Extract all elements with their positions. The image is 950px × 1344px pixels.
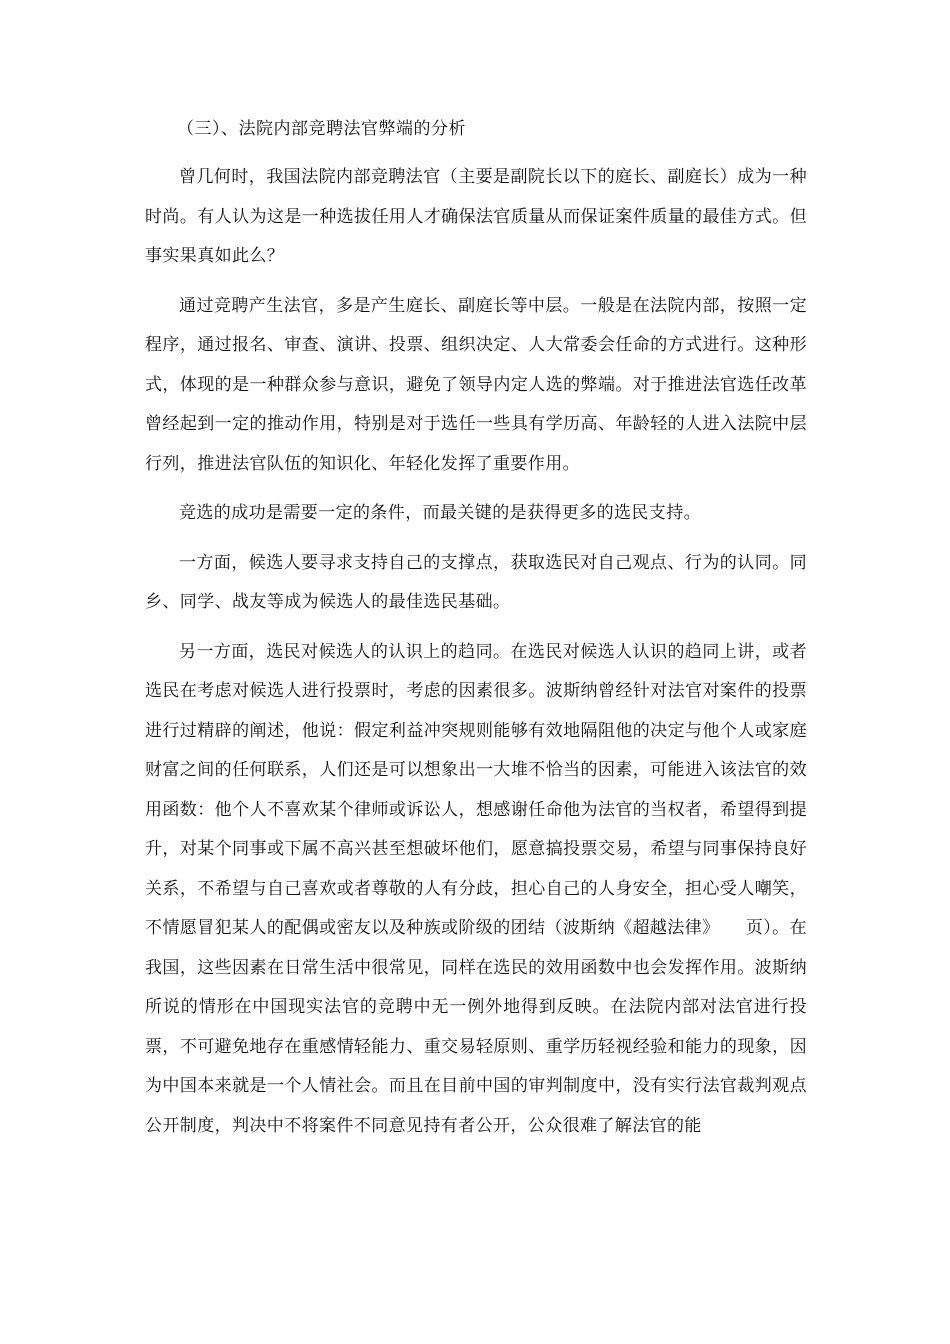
paragraph-5: 另一方面，选民对候选人的认识上的趋同。在选民对候选人认识的趋同上讲，或者选民在考虑对候选人进行投票时，考虑的因素很多。波斯纳曾经针对法官对案件的投票进行过精辟的阐述，他说：假定利益冲突规则能够有效地隔阻他的决定与他个人或家庭财富之间的任何联系，人们还是可以想象出一大堆不恰当的因素，可能进入该法官的效用函数：他个人不喜欢某个律师或诉讼人，想感谢任命他为法官的当权者，希望得到提升，对某个同事或下属不高兴甚至想破坏他们，愿意搞投票交易，希望与同事保持良好关系，不希望与自己喜欢或者尊敬的人有分歧，担心自己的人身安全，担心受人嘲笑，不情愿冒犯某人的配偶或密友以及种族或阶级的团结（波斯纳《超越法律》 页）。在我国，这些因素在日常生活中很常见，同样在选民的效用函数中也会发挥作用。波斯纳所说的情形在中国现实法官的竞聘中无一例外地得到反映。在法院内部对法官进行投票，不可避免地存在重感情轻能力、重交易轻原则、重学历轻视经验和能力的现象，因为中国本来就是一个人情社会。而且在目前中国的审判制度中，没有实行法官裁判观点公开制度，判决中不将案件不同意见持有者公开，公众很难了解法官的能: [145, 641, 807, 1136]
paragraph-4: 一方面，候选人要寻求支持自己的支撑点，获取选民对自己观点、行为的认同。同乡、同学、战友等成为候选人的最佳选民基础。: [145, 552, 807, 612]
paragraph-1: 曾几何时，我国法院内部竞聘法官（主要是副院长以下的庭长、副庭长）成为一种时尚。有人认为这是一种选拔任用人才确保法官质量从而保证案件质量的最佳方式。但事实果真如此么？: [145, 167, 807, 266]
section-heading: （三）、法院内部竞聘法官弊端的分析: [177, 119, 466, 139]
document-page: [145, 112, 807, 1156]
paragraph-3: 竞选的成功是需要一定的条件，而最关键的是获得更多的选民支持。: [179, 503, 701, 523]
paragraph-2: 通过竞聘产生法官，多是产生庭长、副庭长等中层。一般是在法院内部，按照一定程序，通过报名、审查、演讲、投票、组织决定、人大常委会任命的方式进行。这种形式，体现的是一种群众参与意识，避免了领导内定人选的弊端。对于推进法官选任改革曾经起到一定的推动作用，特别是对于选任一些具有学历高、年龄轻的人进入法院中层行列，推进法官队伍的知识化、年轻化发挥了重要作用。: [145, 295, 807, 474]
